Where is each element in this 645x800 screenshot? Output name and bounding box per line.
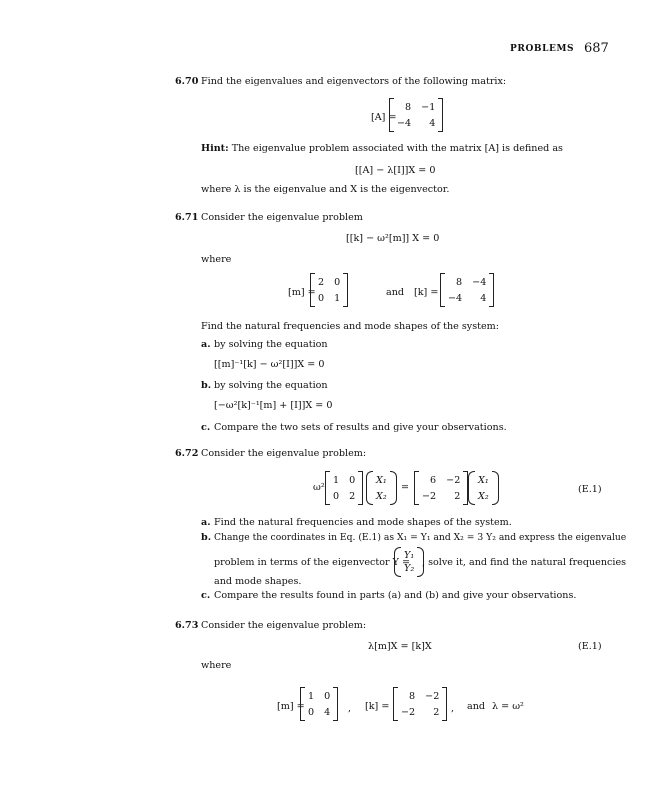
stiffness-matrix: 6 −2 −2 2 bbox=[414, 471, 468, 505]
p672-part-c-text: Compare the results found in parts (a) and (b) and give your observations. bbox=[214, 590, 577, 601]
problem-6-71-text: Consider the eigenvalue problem bbox=[201, 212, 363, 223]
part-a-text: by solving the equation bbox=[214, 339, 328, 350]
problem-6-73-text: Consider the eigenvalue problem: bbox=[201, 620, 367, 631]
p672-part-b-text: Change the coordinates in Eq. (E.1) as X₁ = Y₁ and X₂ = 3 Y₂ and express the eigenvalue bbox=[214, 532, 627, 543]
p672-part-b-text-2: problem in terms of the eigenvector Y = bbox=[214, 557, 411, 568]
problem-6-71-equation: [[k] − ω²[m]] X = 0 bbox=[346, 233, 440, 244]
matrix-A: 8 −1 −4 4 bbox=[389, 98, 443, 132]
matrix-m: 2 0 0 1 bbox=[310, 273, 348, 307]
p672-part-a-label: a. bbox=[201, 517, 211, 528]
problem-6-70-text: Find the eigenvalues and eigenvectors of the following matrix: bbox=[201, 76, 507, 87]
omega-squared: ω² bbox=[313, 482, 325, 493]
y-vector: Y₁ Y₂ bbox=[394, 547, 424, 577]
problem-6-70-number: 6.70 bbox=[175, 76, 199, 87]
equation-number-6-72: (E.1) bbox=[578, 484, 602, 495]
hint-text: The eigenvalue problem associated with the matrix [A] is defined as bbox=[231, 143, 563, 154]
p673-matrix-k: 8 −2 −2 2 bbox=[393, 687, 447, 721]
problem-6-73-number: 6.73 bbox=[175, 620, 199, 631]
part-c-label: c. bbox=[201, 422, 211, 433]
part-b-label: b. bbox=[201, 380, 212, 391]
p672-part-c-label: c. bbox=[201, 590, 211, 601]
hint-label: Hint: bbox=[201, 143, 229, 154]
part-a-label: a. bbox=[201, 339, 211, 350]
p673-and-label: and bbox=[467, 701, 486, 712]
problem-6-71-number: 6.71 bbox=[175, 212, 199, 223]
where-eigen-text: where λ is the eigenvalue and X is the eigenvector. bbox=[201, 184, 450, 195]
p672-part-a-text: Find the natural frequencies and mode shapes of the system. bbox=[214, 517, 512, 528]
matrix-m-label: [m] = bbox=[288, 287, 316, 298]
and-label: and bbox=[386, 287, 405, 298]
p672-part-b-text-4: and mode shapes. bbox=[214, 576, 302, 587]
part-a-equation: [[m]⁻¹[k] − ω²[I]]X = 0 bbox=[214, 359, 325, 370]
comma-2: , bbox=[451, 703, 455, 714]
problem-6-72-number: 6.72 bbox=[175, 448, 199, 459]
problem-6-73-equation: λ[m]X = [k]X bbox=[368, 641, 432, 652]
p673-matrix-k-label: [k] = bbox=[365, 701, 390, 712]
p672-part-b-label: b. bbox=[201, 532, 212, 543]
equation-number-6-73: (E.1) bbox=[578, 641, 602, 652]
find-natural-frequencies-text: Find the natural frequencies and mode shapes of the system: bbox=[201, 321, 500, 332]
p673-matrix-m: 1 0 0 4 bbox=[300, 687, 338, 721]
p673-where-label: where bbox=[201, 660, 232, 671]
part-c-text: Compare the two sets of results and give your observations. bbox=[214, 422, 507, 433]
lambda-omega-equation: λ = ω² bbox=[492, 701, 524, 712]
where-label: where bbox=[201, 254, 232, 265]
matrix-A-label: [A] = bbox=[371, 112, 397, 123]
equals-sign: = bbox=[401, 482, 410, 493]
problem-6-72-text: Consider the eigenvalue problem: bbox=[201, 448, 367, 459]
page-number: 687 bbox=[584, 41, 609, 56]
p673-matrix-m-label: [m] = bbox=[277, 701, 305, 712]
p672-part-b-text-3: , solve it, and find the natural frequencies bbox=[422, 557, 627, 568]
x-vector-rhs: X₁ X₂ bbox=[468, 471, 499, 505]
part-b-equation: [−ω²[k]⁻¹[m] + [I]]X = 0 bbox=[214, 400, 333, 411]
matrix-k-label: [k] = bbox=[414, 287, 439, 298]
hint-line bbox=[201, 143, 563, 154]
mass-matrix: 1 0 0 2 bbox=[325, 471, 363, 505]
matrix-k: 8 −4 −4 4 bbox=[440, 273, 494, 307]
x-vector: X₁ X₂ bbox=[366, 471, 397, 505]
hint-equation: [[A] − λ[I]]X = 0 bbox=[355, 165, 436, 176]
part-b-text: by solving the equation bbox=[214, 380, 328, 391]
running-head: PROBLEMS bbox=[510, 44, 575, 54]
comma-1: , bbox=[348, 703, 352, 714]
